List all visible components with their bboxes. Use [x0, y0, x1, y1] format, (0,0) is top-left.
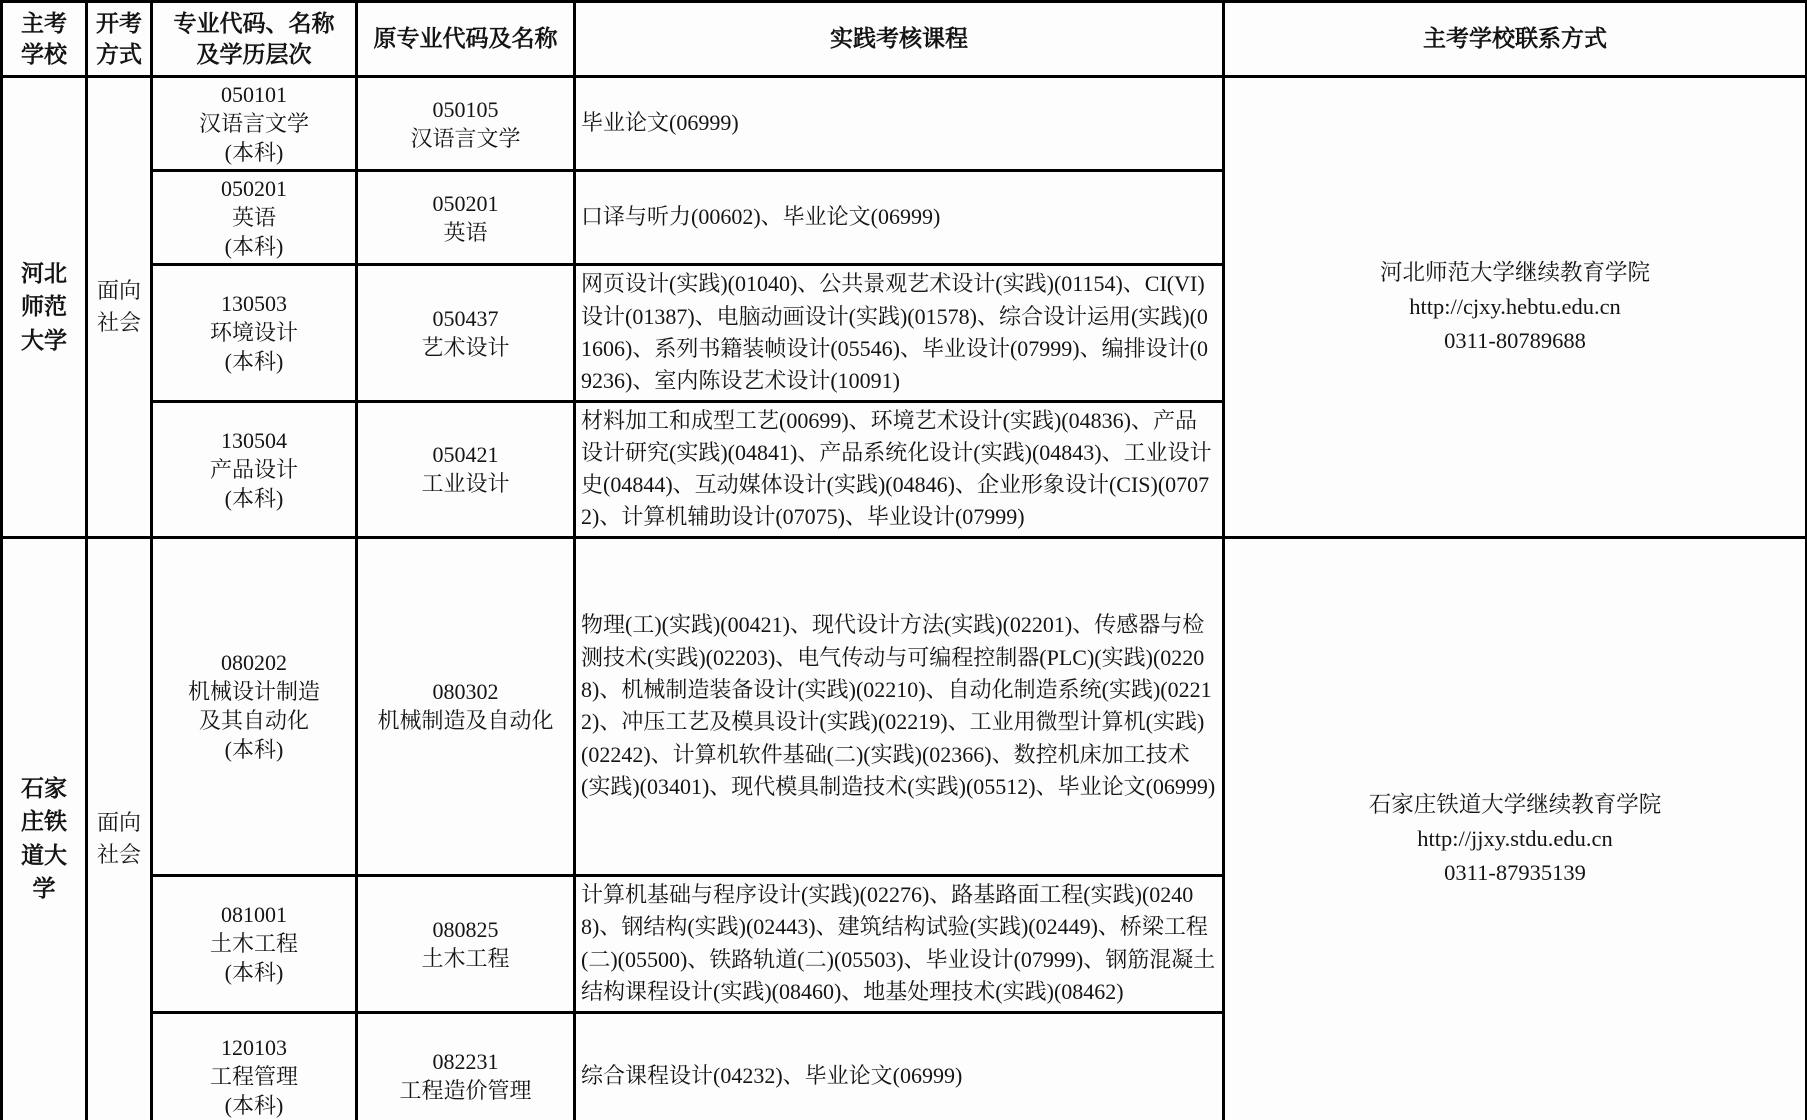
- major-cell: [152, 1012, 357, 1120]
- contact-phone: 0311-87935139: [1444, 859, 1586, 885]
- contact-cell: [1224, 537, 1807, 1120]
- header-mode-label: 开考方式: [96, 9, 142, 67]
- original-major-code: 050201: [432, 190, 499, 216]
- school-name: 河北师范大学: [21, 259, 67, 353]
- major-code: 120103: [221, 1034, 287, 1060]
- mode-label: 面向社会: [96, 809, 141, 867]
- courses-cell: [575, 401, 1224, 537]
- header-school-label: 主考学校: [21, 9, 67, 67]
- header-contact-label: 主考学校联系方式: [1423, 25, 1607, 52]
- table-row: [2, 537, 1807, 875]
- major-level: (本科): [224, 349, 284, 375]
- original-major-code: 080302: [432, 679, 499, 705]
- original-major-code: 050421: [432, 442, 499, 468]
- major-cell: [152, 875, 357, 1012]
- major-name: 机械设计制造及其自动化: [187, 679, 320, 734]
- original-major-name: 艺术设计: [421, 334, 510, 360]
- header-original-label: 原专业代码及名称: [373, 25, 558, 52]
- original-major-code: 050437: [432, 305, 499, 331]
- contact-phone: 0311-80789688: [1444, 327, 1586, 353]
- header-row: [2, 2, 1807, 77]
- major-level: (本科): [224, 960, 284, 986]
- header-mode: [87, 2, 152, 77]
- original-major-cell: [357, 171, 575, 265]
- major-cell: [152, 77, 357, 171]
- original-major-cell: [357, 265, 575, 401]
- major-code: 080202: [221, 650, 287, 676]
- major-cell: [152, 537, 357, 875]
- block-hebei-normal-university: [2, 77, 1807, 538]
- header-courses: [575, 2, 1224, 77]
- original-major-name: 汉语言文学: [410, 125, 521, 151]
- original-major-name: 工程造价管理: [399, 1078, 532, 1104]
- mode-cell: [87, 77, 152, 538]
- major-name: 土木工程: [209, 931, 298, 957]
- contact-url: http://jjxy.stdu.edu.cn: [1417, 825, 1613, 851]
- major-cell: [152, 401, 357, 537]
- original-major-cell: [357, 537, 575, 875]
- major-level: (本科): [224, 737, 284, 763]
- major-code: 130504: [221, 427, 287, 453]
- original-major-code: 080825: [432, 916, 499, 942]
- block-shijiazhuang-tiedao-university: [2, 537, 1807, 1120]
- courses-text: 计算机基础与程序设计(实践)(02276)、路基路面工程(实践)(02408)、钢结构(实践)(02443)、建筑结构试验(实践)(02449)、桥梁工程(二)(05500)、铁路轨道(二)(05503)、毕业设计(07999)、钢筋混凝土结构课程设计(实践)(08460)、地基处理技术(实践)(08462): [581, 882, 1216, 1005]
- original-major-cell: [357, 1012, 575, 1120]
- original-major-cell: [357, 77, 575, 171]
- contact-college: 石家庄铁道大学继续教育学院: [1368, 792, 1662, 818]
- original-major-cell: [357, 875, 575, 1012]
- courses-cell: [575, 537, 1224, 875]
- header-major-label: 专业代码、名称及学历层次: [173, 9, 335, 67]
- original-major-name: 工业设计: [421, 471, 510, 497]
- major-name: 英语: [231, 205, 276, 231]
- courses-cell: [575, 77, 1224, 171]
- mode-label: 面向社会: [96, 278, 141, 335]
- original-major-name: 土木工程: [421, 945, 510, 971]
- major-code: 050101: [221, 82, 287, 107]
- major-cell: [152, 171, 357, 265]
- courses-cell: [575, 875, 1224, 1012]
- major-code: 081001: [221, 902, 287, 928]
- courses-text: 口译与听力(00602)、毕业论文(06999): [581, 204, 941, 230]
- school-cell: [2, 537, 87, 1120]
- major-level: (本科): [224, 1092, 284, 1118]
- school-cell: [2, 77, 87, 538]
- contact-cell: [1224, 77, 1807, 538]
- original-major-cell: [357, 401, 575, 537]
- courses-cell: [575, 171, 1224, 265]
- header-school: [2, 2, 87, 77]
- table-row: [2, 77, 1807, 171]
- original-major-name: 机械制造及自动化: [377, 708, 554, 734]
- school-name: 石家庄铁道大学: [21, 775, 67, 902]
- major-name: 环境设计: [209, 320, 298, 346]
- courses-text: 网页设计(实践)(01040)、公共景观艺术设计(实践)(01154)、CI(VI)设计(01387)、电脑动画设计(实践)(01578)、综合设计运用(实践)(01606)、系列书籍装帧设计(05546)、毕业设计(07999)、编排设计(09236)、室内陈设艺术设计(10091): [581, 271, 1208, 394]
- courses-text: 综合课程设计(04232)、毕业论文(06999): [581, 1063, 963, 1089]
- original-major-name: 英语: [443, 219, 488, 245]
- courses-text: 物理(工)(实践)(00421)、现代设计方法(实践)(02201)、传感器与检测技术(实践)(02203)、电气传动与可编程控制器(PLC)(实践)(02208)、机械制造装备设计(实践)(02210)、自动化制造系统(实践)(02212)、冲压工艺及模具设计(实践)(02219)、工业用微型计算机(实践)(02242)、计算机软件基础(二)(实践)(02366)、数控机床加工技术(实践)(03401)、现代模具制造技术(实践)(05512)、毕业论文(06999): [581, 612, 1216, 799]
- major-name: 汉语言文学: [198, 111, 309, 137]
- major-name: 工程管理: [209, 1063, 298, 1089]
- courses-text: 材料加工和成型工艺(00699)、环境艺术设计(实践)(04836)、产品设计研究(实践)(04841)、产品系统化设计(实践)(04843)、工业设计史(04844)、互动媒体设计(实践)(04846)、企业形象设计(CIS)(07072)、计算机辅助设计(07075)、毕业设计(07999): [581, 407, 1212, 530]
- contact-url: http://cjxy.hebtu.edu.cn: [1409, 294, 1621, 320]
- major-level: (本科): [224, 485, 284, 511]
- original-major-code: 050105: [432, 96, 499, 122]
- courses-text: 毕业论文(06999): [581, 110, 739, 136]
- header-contact: [1224, 2, 1807, 77]
- header-original: [357, 2, 575, 77]
- header-major: [152, 2, 357, 77]
- major-cell: [152, 265, 357, 401]
- mode-cell: [87, 537, 152, 1120]
- major-level: (本科): [224, 234, 284, 260]
- header-courses-label: 实践考核课程: [830, 25, 968, 52]
- contact-college: 河北师范大学继续教育学院: [1379, 260, 1650, 286]
- courses-cell: [575, 1012, 1224, 1120]
- courses-cell: [575, 265, 1224, 401]
- original-major-code: 082231: [432, 1049, 499, 1075]
- major-level: (本科): [224, 140, 284, 166]
- major-name: 产品设计: [209, 456, 298, 482]
- major-code: 130503: [221, 291, 287, 317]
- major-code: 050201: [221, 176, 287, 202]
